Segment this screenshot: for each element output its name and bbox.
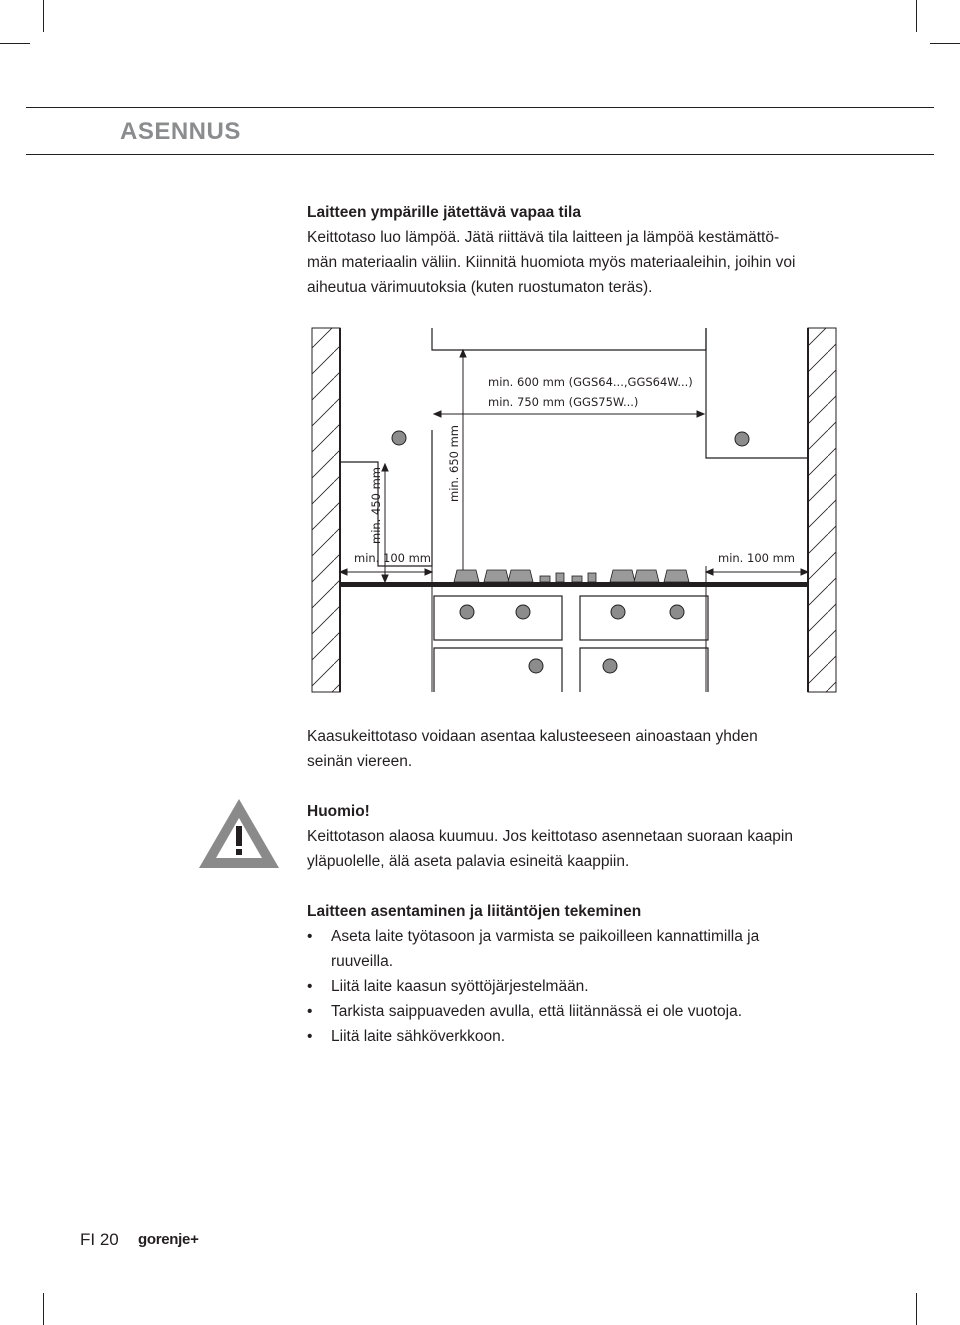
upper-cabinet-outline	[432, 328, 706, 350]
side-label-right: min. 100 mm	[718, 551, 796, 565]
width-dimension	[434, 411, 704, 417]
knob-icon	[529, 659, 543, 673]
clearance-line: aiheutua värimuutoksia (kuten ruostumaton teräs).	[307, 279, 653, 296]
crop-mark-top-left-h	[0, 43, 30, 44]
list-item: • Liitä laite kaasun syöttöjärjestelmään.	[307, 974, 807, 999]
height-label-450: min. 450 mm	[369, 466, 383, 544]
header-rule-bottom	[26, 154, 934, 155]
worktop	[340, 582, 808, 587]
warning-line: yläpuolelle, älä aseta palavia esineitä kaappiin.	[307, 853, 630, 870]
side-label-left: min. 100 mm	[354, 551, 432, 565]
warning-line: Keittotason alaosa kuumuu. Jos keittotaso asennetaan suoraan kaapin	[307, 828, 793, 845]
installation-heading: Laitteen asentaminen ja liitäntöjen tekeminen	[307, 903, 642, 920]
knob-icon	[516, 605, 530, 619]
height-label-650: min. 650 mm	[447, 424, 461, 502]
width-label-750: min. 750 mm (GGS75W...)	[488, 395, 639, 409]
right-shelf-outline	[706, 328, 808, 458]
warning-title: Huomio!	[307, 803, 370, 820]
lower-cabinet	[434, 596, 708, 692]
knob-icon	[460, 605, 474, 619]
header-rule-top	[26, 107, 934, 108]
brand-logo: gorenje+	[138, 1231, 199, 1248]
crop-mark-top-right-h	[930, 43, 960, 44]
crop-mark-bottom-right-v	[916, 1293, 917, 1325]
list-item: • Aseta laite työtasoon ja varmista se paikoilleen kannattimilla ja ruuveilla.	[307, 924, 807, 974]
clearance-diagram	[308, 326, 840, 696]
warning-block	[307, 799, 847, 874]
mounting-note-line: Kaasukeittotaso voidaan asentaa kalusteeseen ainoastaan yhden	[307, 728, 758, 745]
installation-block	[307, 899, 807, 1049]
crop-mark-top-left-v	[43, 0, 44, 32]
mounting-note-line: seinän viereen.	[307, 753, 413, 770]
width-label-600: min. 600 mm (GGS64...,GGS64W...)	[488, 375, 693, 389]
installation-list	[307, 924, 807, 1049]
clearance-line: Keittotaso luo lämpöä. Jätä riittävä tila laitteen ja lämpöä kestämättö-	[307, 229, 780, 246]
list-item: • Tarkista saippuaveden avulla, että liitännässä ei ole vuotoja.	[307, 999, 807, 1024]
knob-icon	[670, 605, 684, 619]
warning-triangle-icon	[196, 796, 282, 872]
knob-icon	[392, 431, 406, 445]
crop-mark-top-right-v	[916, 0, 917, 32]
left-shelf-outline	[340, 430, 432, 566]
knob-icon	[603, 659, 617, 673]
crop-mark-bottom-left-v	[43, 1293, 44, 1325]
page-number: FI 20	[80, 1230, 119, 1249]
mounting-note	[307, 724, 847, 774]
left-wall	[312, 328, 340, 692]
list-item: • Liitä laite sähköverkkoon.	[307, 1024, 807, 1049]
clearance-heading: Laitteen ympärille jätettävä vapaa tila	[307, 204, 581, 221]
clearance-line: män materiaalin väliin. Kiinnitä huomiota myös materiaaleihin, joihin voi	[307, 254, 796, 271]
right-side-dimension	[706, 566, 808, 584]
section-title: ASENNUS	[120, 118, 241, 145]
knob-icon	[735, 432, 749, 446]
right-wall	[808, 328, 836, 692]
hob-burners	[454, 570, 689, 582]
clearance-block	[307, 200, 847, 300]
knob-icon	[611, 605, 625, 619]
